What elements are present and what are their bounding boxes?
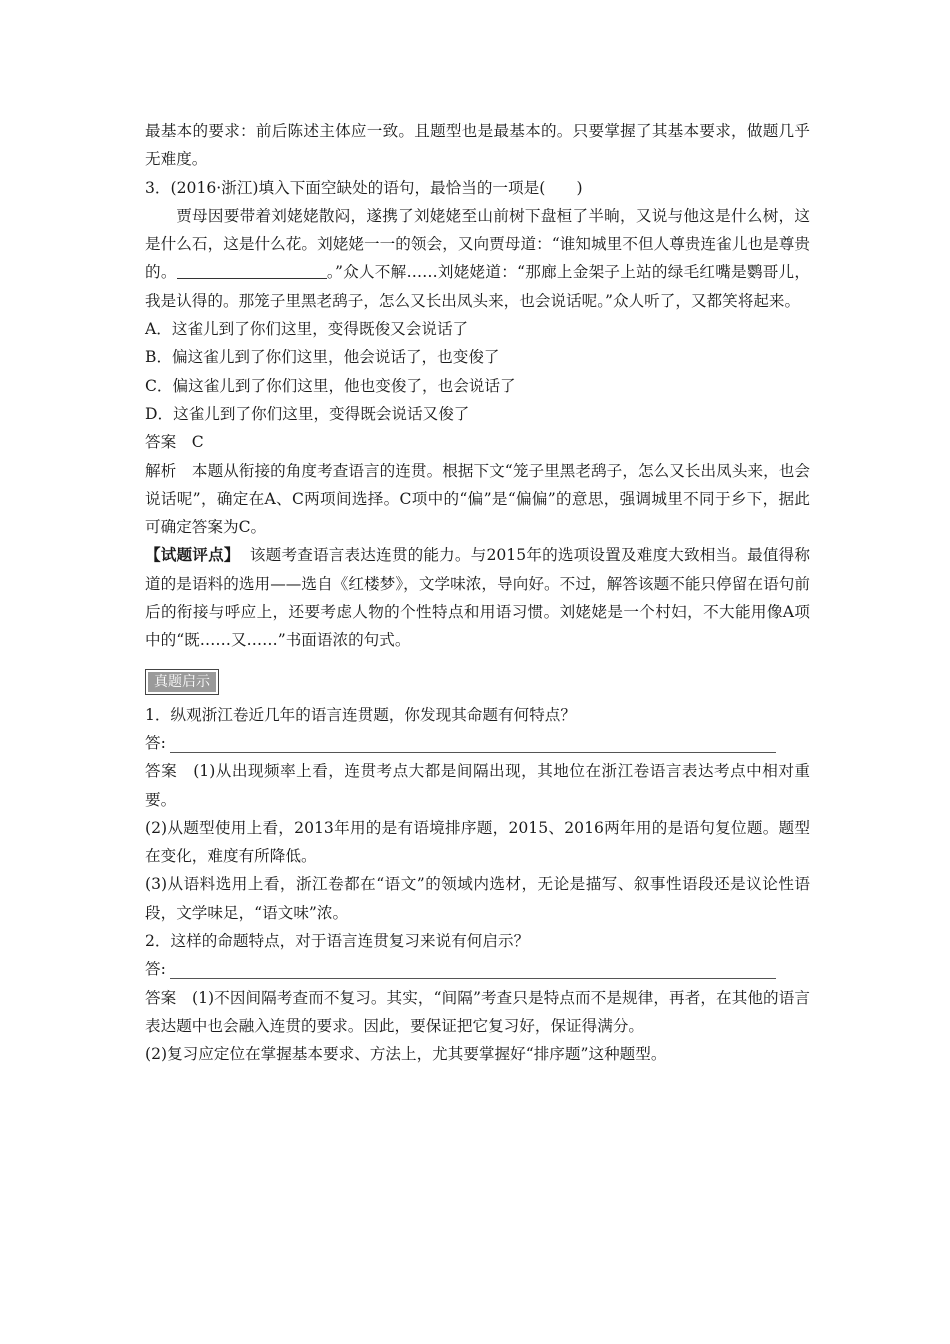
- question-3-analysis: 解析 本题从衔接的角度考查语言的连贯。根据下文“笼子里黑老鸹子，怎么又长出凤头来，也会说话呢”，确定在A、C两项间选择。C项中的“偏”是“偏偏”的意思，强调城里不同于乡下，据此可确定答案为C。: [145, 461, 810, 537]
- option-c: C．偏这雀儿到了你们这里，他也变俊了，也会说话了: [145, 376, 516, 395]
- qa2-answer-label: 答:: [145, 960, 166, 979]
- qa1-answer-3: (3)从语料选用上看，浙江卷都在“语文”的领域内选材，无论是描写、叙事性语段还是议论性语段，文学味足，“语文味”浓。: [145, 875, 810, 922]
- review-text: 该题考查语言表达连贯的能力。与2015年的选项设置及难度大致相当。最值得称道的是语料的选用——选自《红楼梦》，文学味浓，导向好。不过，解答该题不能只停留在语句前后的衔接与呼应上，还要考虑人物的个性特点和用语习惯。刘姥姥是一个村妇，不大能用像A项中的“既……又……”书面语浓的句式。: [145, 546, 810, 650]
- qa1-answer-label: 答:: [145, 733, 166, 752]
- document-page: [145, 117, 810, 1069]
- qa1-answer-1: 答案 (1)从出现频率上看，连贯考点大都是间隔出现，其地位在浙江卷语言表达考点中相对重要。: [145, 762, 810, 809]
- qa2-answer-line: [170, 959, 776, 979]
- question-3-passage: [145, 202, 810, 315]
- qa1-answer-line: [170, 733, 776, 753]
- option-b: B．偏这雀儿到了你们这里，他会说话了，也变俊了: [145, 348, 500, 367]
- qa2-answer-2: (2)复习应定位在掌握基本要求、方法上，尤其要掌握好“排序题”这种题型。: [145, 1045, 667, 1064]
- passage-after-blank: 。”众人不解……刘姥姥道：“那廊上金架子上站的绿毛红嘴是鹦哥儿，我是认得的。那笼子里黑老鸹子，怎么又长出凤头来，也会说话呢。”众人听了，又都笑将起来。: [145, 263, 810, 310]
- passage-before-blank: 贾母因要带着刘姥姥散闷，遂携了刘姥姥至山前树下盘桓了半晌，又说与他这是什么树，这是什么石，这是什么花。刘姥姥一一的领会，又向贾母道：“谁知城里不但人尊贵连雀儿也是尊贵的。: [145, 206, 810, 282]
- section-heading-badge: [145, 669, 219, 695]
- option-a: A．这雀儿到了你们这里，变得既俊又会说话了: [145, 320, 469, 339]
- qa1-answer-row: [145, 729, 810, 757]
- fill-in-blank: [177, 260, 327, 279]
- intro-paragraph: 最基本的要求：前后陈述主体应一致。且题型也是最基本的。只要掌握了其基本要求，做题几乎无难度。: [145, 122, 810, 169]
- option-d: D．这雀儿到了你们这里，变得既会说话又俊了: [145, 404, 470, 423]
- qa2-question: 2．这样的命题特点，对于语言连贯复习来说有何启示？: [145, 932, 530, 951]
- qa2-answer-row: [145, 955, 810, 983]
- question-3-review: [145, 541, 810, 654]
- question-3-stem: 3．(2016·浙江)填入下面空缺处的语句，最恰当的一项是( ): [145, 178, 583, 197]
- section-heading-label: 真题启示: [148, 672, 216, 692]
- qa1-question: 1．纵观浙江卷近几年的语言连贯题，你发现其命题有何特点？: [145, 705, 576, 724]
- qa1-answer-2: (2)从题型使用上看，2013年用的是有语境排序题，2015、2016两年用的是语句复位题。题型在变化，难度有所降低。: [145, 818, 810, 866]
- qa2-answer-1: 答案 (1)不因间隔考查而不复习。其实，“间隔”考查只是特点而不是规律，再者，在其他的语言表达题中也会融入连贯的要求。因此，要保证把它复习好，保证得满分。: [145, 988, 810, 1035]
- review-tag: 【试题评点】: [145, 545, 240, 565]
- question-3-answer: 答案 C: [145, 433, 204, 452]
